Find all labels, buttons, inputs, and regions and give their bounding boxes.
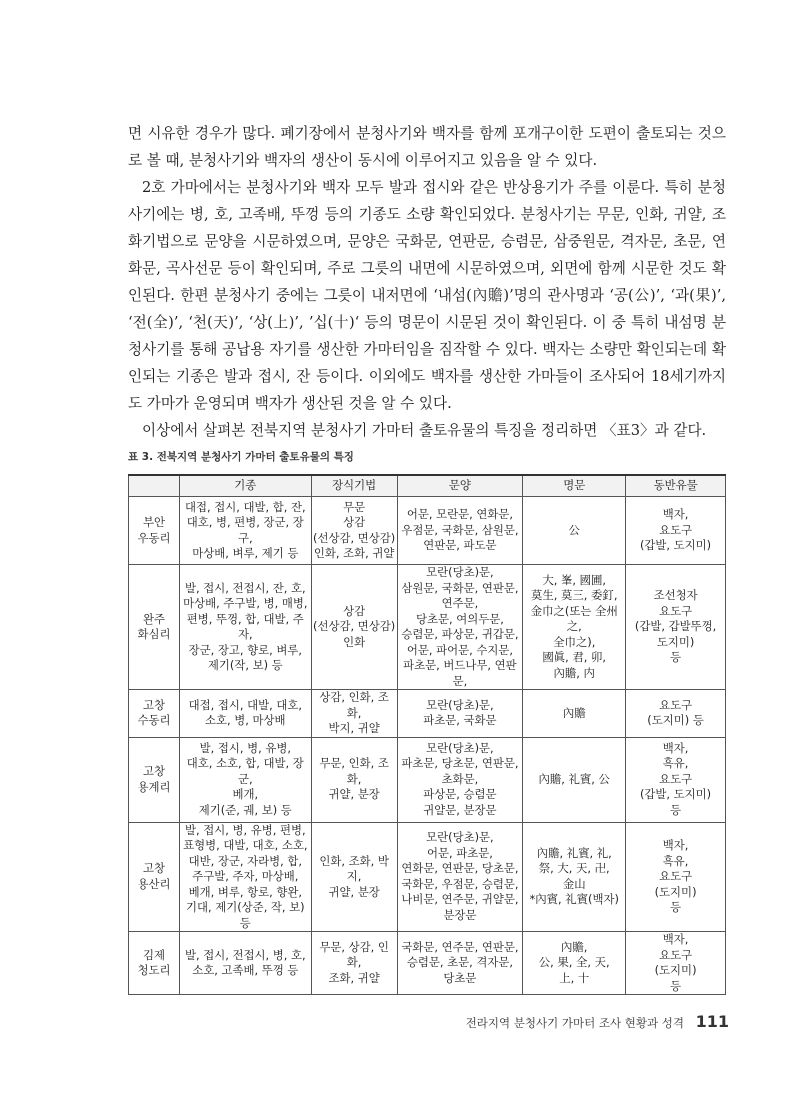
table-header-row <box>129 475 726 497</box>
table-row <box>129 932 726 995</box>
table-cell: 백자, 요도구 (갑발, 도지미) <box>626 497 726 565</box>
table-row <box>129 497 726 565</box>
table-row <box>129 737 726 822</box>
table-cell: 모란(당초)문, 파초문, 당초문, 연판문, 초화문, 파상문, 승렴문 귀얄문, 분장문 <box>397 737 523 822</box>
body-text <box>128 120 726 444</box>
table-cell: 모란(당초)문, 삼원문, 국화문, 연판문, 연주문, 당초문, 여의두문, 승렴문, 파상문, 귀갑문, 어문, 파어문, 수지문, 파초문, 버드나무, 연판문, <box>397 565 523 690</box>
header-cell: 문양 <box>397 475 523 497</box>
data-table <box>128 474 726 995</box>
table-cell: 어문, 모란문, 연화문, 우점문, 국화문, 삼원문, 연판문, 파도문 <box>397 497 523 565</box>
table-cell: 백자, 흑유, 요도구 (갑발, 도지미) 등 <box>626 737 726 822</box>
table-cell: 內贍, 礼賓, 公 <box>523 737 626 822</box>
table-cell: 국화문, 연주문, 연판문, 승렴문, 초문, 격자문, 당초문 <box>397 932 523 995</box>
paragraph-3: 이상에서 살펴본 전북지역 분청사기 가마터 출토유물의 특징을 정리하면 〈표3〉과 같다. <box>142 422 707 439</box>
table-cell: 모란(당초)문, 파초문, 국화문 <box>397 690 523 738</box>
table-cell: 상감, 인화, 조화, 박지, 귀얄 <box>311 690 397 738</box>
table-cell: 대접, 접시, 대발, 대호, 소호, 병, 마상배 <box>179 690 311 738</box>
site-cell: 고창 용산리 <box>129 822 180 932</box>
paragraph-2: 2호 가마에서는 분청사기와 백자 모두 발과 접시와 같은 반상용기가 주를 이룬다. 특히 분청사기에는 병, 호, 고족배, 뚜껑 등의 기종도 소량 확인되었다. 분청사기는 무문, 인화, 귀얄, 조화기법으로 문양을 시문하였으며, 문양은 국화문, 연판문, 승렴문, 삼중원문, 격자문, 초문, 연화문, 곡사선문 등이 확인되며, 주로 그릇의 내면에 시문하였으며, 외면에 함께 시문한 것도 확인된다. 한편 분청사기 중에는 그릇이 내저면에 ‘내섬(內贍)’명의 관사명과 ‘공(公)’, ‘과(果)’, ‘전(全)’, ‘천(天)’, ‘상(上)’, ’십(十)‘ 등의 명문이 시문된 것이 확인된다. 이 중 특히 내섬명 분청사기를 통해 공납용 자기를 생산한 가마터임을 짐작할 수 있다. 백자는 소량만 확인되는데 확인되는 기종은 발과 접시, 잔 등이다. 이외에도 백자를 생산한 가마들이 조사되어 18세기까지도 가마가 운영되며 백자가 생산된 것을 알 수 있다. <box>128 179 726 412</box>
table-row <box>129 565 726 690</box>
table-cell: 발, 접시, 병, 유병, 편병, 표형병, 대발, 대호, 소호, 대반, 장군, 자라병, 합, 주구발, 주자, 마상배, 베개, 벼루, 항로, 향완, 기대, 제기(상준, 작, 보) 등 <box>179 822 311 932</box>
header-cell <box>129 475 180 497</box>
table-cell: 요도구 (도지미) 등 <box>626 690 726 738</box>
header-cell: 명문 <box>523 475 626 497</box>
header-cell: 동반유물 <box>626 475 726 497</box>
site-cell: 고창 용계리 <box>129 737 180 822</box>
site-cell: 부안 우동리 <box>129 497 180 565</box>
site-cell: 완주 화심리 <box>129 565 180 690</box>
table-cell: 公 <box>523 497 626 565</box>
table-caption: 표 3. 전북지역 분청사기 가마터 출토유물의 특징 <box>128 451 354 463</box>
table-cell: 상감 (선상감, 면상감) 인화 <box>311 565 397 690</box>
table-cell: 백자, 요도구 (도지미) 등 <box>626 932 726 995</box>
page-number: 111 <box>695 1012 729 1031</box>
table-cell: 발, 접시, 병, 유병, 대호, 소호, 합, 대발, 장군, 베개, 제기(준, 궤, 보) 등 <box>179 737 311 822</box>
site-cell: 김제 청도리 <box>129 932 180 995</box>
table-row <box>129 822 726 932</box>
table-cell: 무문, 인화, 조화, 귀얄, 분장 <box>311 737 397 822</box>
table-cell: 발, 접시, 전접시, 잔, 호, 마상배, 주구발, 병, 매병, 편병, 뚜껑, 합, 대발, 주자, 장군, 장고, 향로, 벼루, 제기(작, 보) 등 <box>179 565 311 690</box>
table-cell: 대접, 접시, 대발, 합, 잔, 대호, 병, 편병, 장군, 장구, 마상배, 벼루, 제기 등 <box>179 497 311 565</box>
running-title: 전라지역 분청사기 가마터 조사 현황과 성격 <box>465 1016 684 1030</box>
table-cell: 발, 접시, 전접시, 병, 호, 소호, 고족배, 뚜껑 등 <box>179 932 311 995</box>
table-cell: 內贍 <box>523 690 626 738</box>
table-cell: 백자, 흑유, 요도구 (도지미) 등 <box>626 822 726 932</box>
table-cell: 무문, 상감, 인화, 조화, 귀얄 <box>311 932 397 995</box>
table-cell: 인화, 조화, 박지, 귀얄, 분장 <box>311 822 397 932</box>
header-cell: 장식기법 <box>311 475 397 497</box>
header-cell: 기종 <box>179 475 311 497</box>
table-cell: 內贍, 公, 果, 全, 天, 上, 十 <box>523 932 626 995</box>
table-cell: 內贍, 礼賓, 礼, 祭, 大, 天, 卍, 金山 *內賓, 礼賓(백자) <box>523 822 626 932</box>
table-cell: 조선청자 요도구 (갑발, 갑발뚜껑, 도지미) 등 <box>626 565 726 690</box>
table-cell: 무문 상감 (선상감, 면상감) 인화, 조화, 귀얄 <box>311 497 397 565</box>
table-cell: 모란(당초)문, 어문, 파초문, 연화문, 연판문, 당초문, 국화문, 우점문, 승렴문, 나비문, 연주문, 귀얄문, 분장문 <box>397 822 523 932</box>
page-footer <box>466 1012 729 1031</box>
site-cell: 고창 수동리 <box>129 690 180 738</box>
paragraph-1: 면 시유한 경우가 많다. 폐기장에서 분청사기와 백자를 함께 포개구이한 도편이 출토되는 것으로 볼 때, 분청사기와 백자의 생산이 동시에 이루어지고 있음을 알 수 있다. <box>128 125 726 169</box>
table-row <box>129 690 726 738</box>
table-cell: 大, 峯, 國圃, 莫生, 莫三, 委釘, 金巾之(또는 全州之, 全巾之), 國眞, 君, 卯, 內贍, 内 <box>523 565 626 690</box>
